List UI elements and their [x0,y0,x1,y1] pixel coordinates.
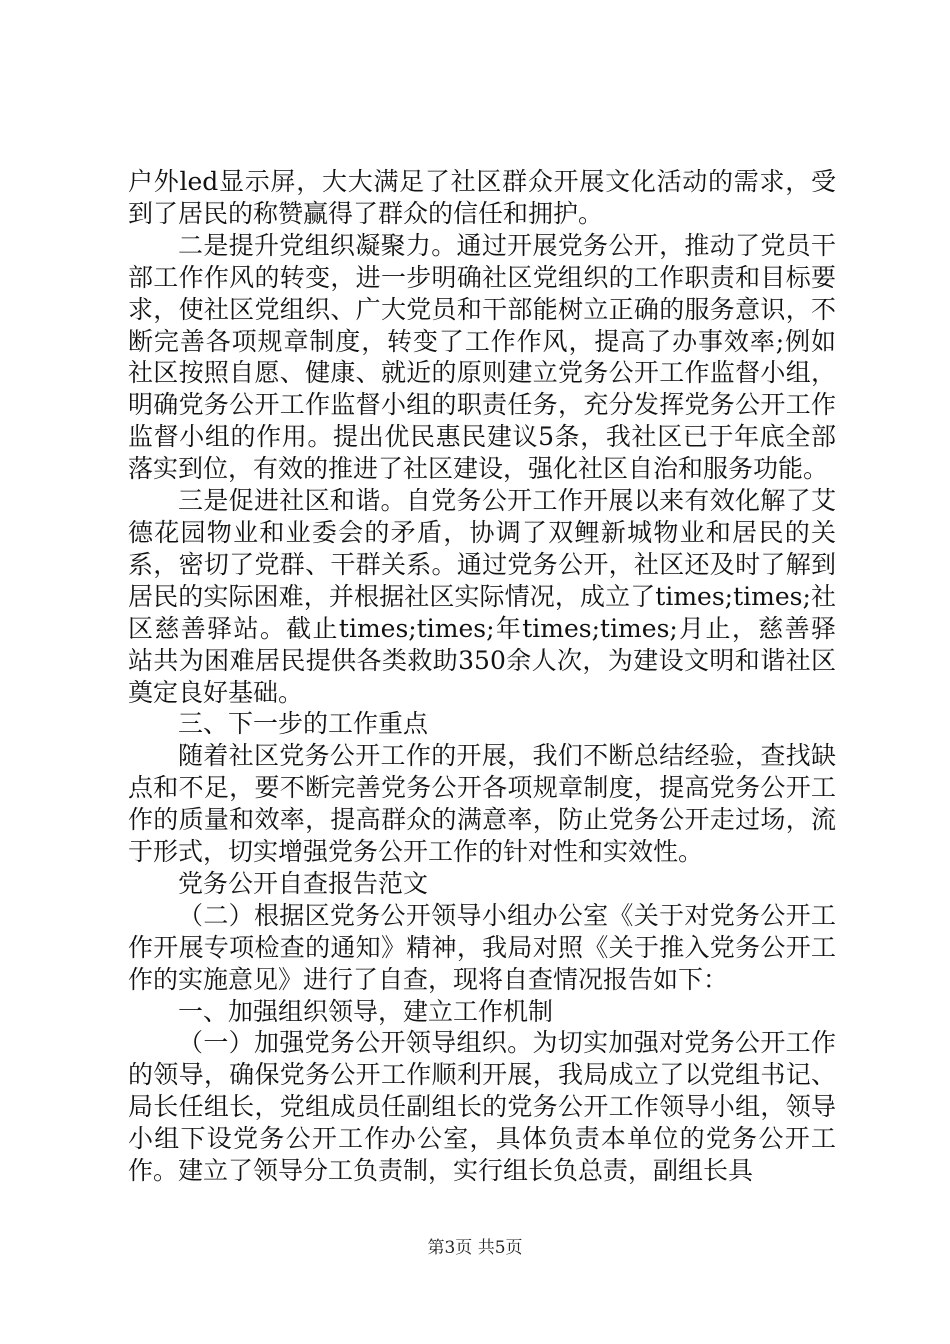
paragraph: （二）根据区党务公开领导小组办公室《关于对党务公开工作开展专项检查的通知》精神，我局对照《关于推入党务公开工作的实施意见》进行了自查，现将自查情况报告如下： [128,900,836,994]
section-heading: 一、加强组织领导，建立工作机制 [178,996,554,1026]
page-number-footer: 第3页 共5页 [427,1238,523,1258]
section-heading: 党务公开自查报告范文 [178,868,429,898]
paragraph: 随着社区党务公开工作的开展，我们不断总结经验，查找缺点和不足，要不断完善党务公开各项规章制度，提高党务公开工作的质量和效率，提高群众的满意率，防止党务公开走过场，流于形式，切实增强党务公开工作的针对性和实效性。 [128,741,836,867]
paragraph: 二是提升党组织凝聚力。通过开展党务公开，推动了党员干部工作作风的转变，进一步明确社区党组织的工作职责和目标要求，使社区党组织、广大党员和干部能树立正确的服务意识，不断完善各项规章制度，转变了工作作风，提高了办事效率;例如社区按照自愿、健康、就近的原则建立党务公开工作监督小组，明确党务公开工作监督小组的职责任务，充分发挥党务公开工作监督小组的作用。提出优民惠民建议5条，我社区已于年底全部落实到位，有效的推进了社区建设，强化社区自治和服务功能。 [128,230,836,484]
document-body [128,166,836,1187]
paragraph: 三是促进社区和谐。自党务公开工作开展以来有效化解了艾德花园物业和业委会的矛盾，协调了双鲤新城物业和居民的关系，密切了党群、干群关系。通过党务公开，社区还及时了解到居民的实际困难，并根据社区实际情况，成立了times;times;社区慈善驿站。截止times;times;年times;times;月止，慈善驿站共为困难居民提供各类救助350余人次，为建设文明和谐社区奠定良好基础。 [128,486,836,707]
section-heading: 三、下一步的工作重点 [178,709,429,739]
paragraph: 户外led显示屏，大大满足了社区群众开展文化活动的需求，受到了居民的称赞赢得了群众的信任和拥护。 [128,167,836,228]
paragraph: （一）加强党务公开领导组织。为切实加强对党务公开工作的领导，确保党务公开工作顺利开展，我局成立了以党组书记、局长任组长，党组成员任副组长的党务公开工作领导小组，领导小组下设党务公开工作办公室，具体负责本单位的党务公开工作。建立了领导分工负责制，实行组长负总责，副组长具 [128,1028,836,1186]
